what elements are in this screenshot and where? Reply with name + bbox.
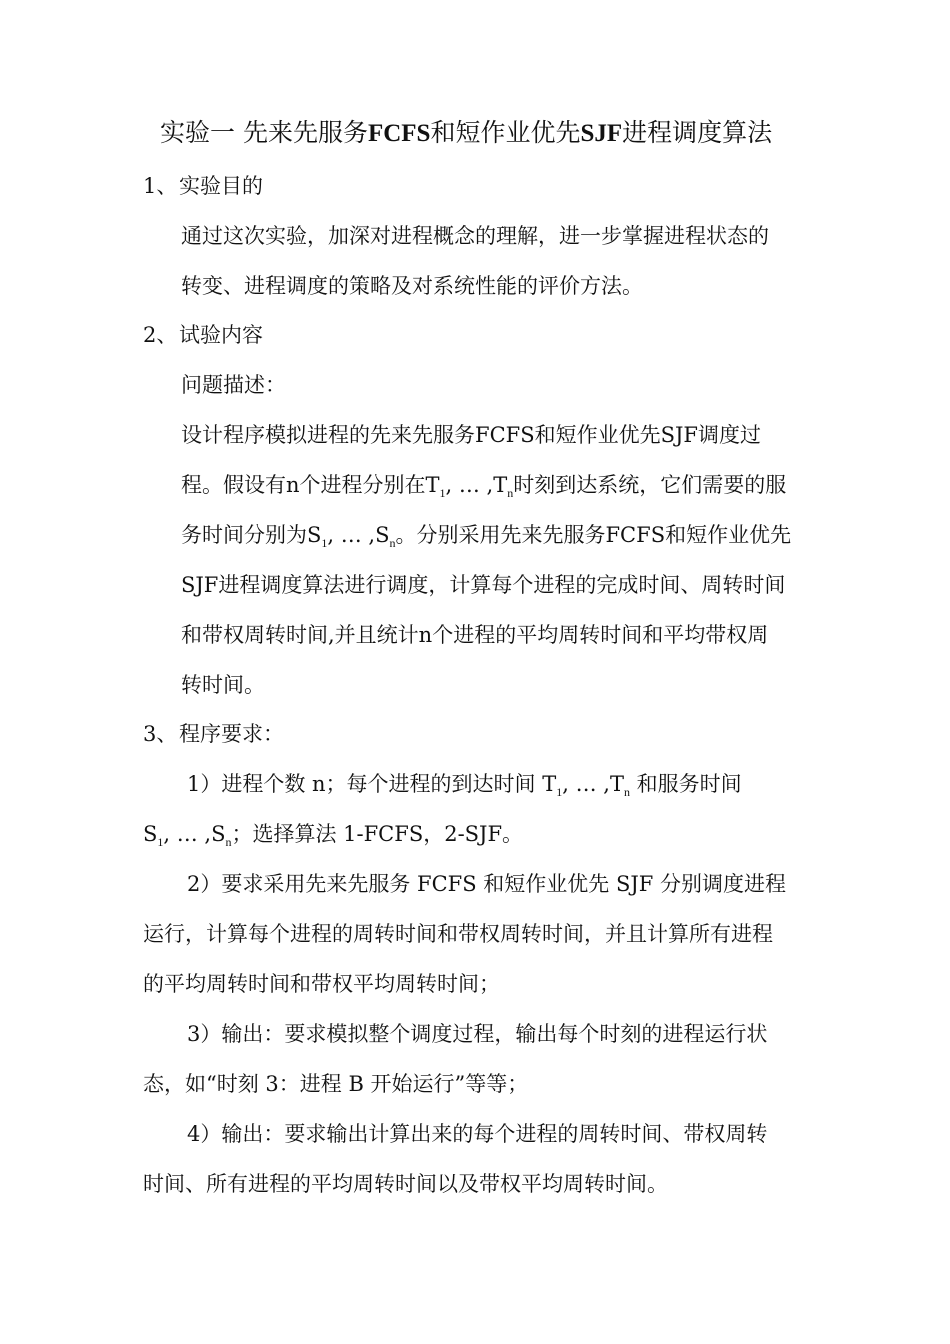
requirement-2-cont: 运行，计算每个进程的周转时间和带权周转时间，并且计算所有进程 — [143, 922, 773, 946]
page-title — [160, 116, 772, 151]
text-run: 和服务时间 — [629, 772, 742, 796]
section-heading-text: 试验内容 — [179, 323, 263, 347]
section-heading-text: 程序要求： — [179, 722, 284, 746]
text-run: , … ,S — [327, 523, 390, 547]
subscript: n — [389, 536, 396, 550]
requirement-3-cont: 态，如“时刻 3：进程 B 开始运行”等等； — [143, 1072, 529, 1096]
requirement-2: 2）要求采用先来先服务 FCFS 和短作业优先 SJF 分别调度进程 — [187, 872, 787, 896]
section-1-heading — [143, 171, 263, 201]
section-number: 2、 — [143, 323, 178, 347]
subscript: n — [623, 785, 630, 799]
section-number: 1、 — [143, 174, 178, 198]
text-run: 时刻到达系统，它们需要的服 — [513, 473, 787, 497]
requirement-1-cont — [143, 819, 523, 849]
section-3-heading — [143, 719, 284, 749]
subscript: n — [507, 486, 514, 500]
paragraph-line: 通过这次实验，加深对进程概念的理解，进一步掌握进程状态的 — [181, 224, 769, 248]
text-run: , … ,S — [163, 822, 226, 846]
section-2-heading — [143, 320, 263, 350]
text-run: , … ,T — [445, 473, 508, 497]
paragraph-line: 转变、进程调度的策略及对系统性能的评价方法。 — [181, 274, 643, 298]
subscript: 1 — [157, 835, 164, 849]
text-run: 1）进程个数 n；每个进程的到达时间 T — [187, 772, 557, 796]
subscript: n — [225, 835, 232, 849]
paragraph-line — [181, 470, 786, 500]
text-run: 务时间分别为S — [181, 523, 322, 547]
text-run: 。分别采用先来先服务FCFS和短作业优先 — [395, 523, 792, 547]
text-run: 程。假设有n个进程分别在T — [181, 473, 440, 497]
paragraph-line: SJF进程调度算法进行调度，计算每个进程的完成时间、周转时间 — [181, 573, 786, 597]
title-text: 进程调度算法 — [622, 118, 773, 147]
text-run: ；选择算法 1-FCFS，2-SJF。 — [231, 822, 524, 846]
section-number: 3、 — [143, 722, 178, 746]
text-run: S — [143, 822, 158, 846]
title-sjf: SJF — [580, 120, 623, 147]
title-text: 和短作业优先 — [430, 118, 581, 147]
title-fcfs: FCFS — [367, 120, 431, 147]
subscript: 1 — [439, 486, 446, 500]
requirement-2-cont: 的平均周转时间和带权平均周转时间； — [143, 972, 500, 996]
title-text: 实验一 先来先服务 — [160, 118, 368, 147]
problem-label: 问题描述： — [181, 373, 286, 397]
paragraph-line: 和带权周转时间,并且统计n个进程的平均周转时间和平均带权周 — [181, 623, 769, 647]
requirement-3: 3）输出：要求模拟整个调度过程，输出每个时刻的进程运行状 — [187, 1022, 768, 1046]
paragraph-line: 转时间。 — [181, 673, 265, 697]
subscript: 1 — [556, 785, 563, 799]
paragraph-line — [181, 520, 791, 550]
requirement-4-cont: 时间、所有进程的平均周转时间以及带权平均周转时间。 — [143, 1172, 668, 1196]
requirement-1 — [187, 769, 742, 799]
subscript: 1 — [321, 536, 328, 550]
paragraph-line: 设计程序模拟进程的先来先服务FCFS和短作业优先SJF调度过 — [181, 423, 761, 447]
requirement-4: 4）输出：要求输出计算出来的每个进程的周转时间、带权周转 — [187, 1122, 768, 1146]
text-run: , … ,T — [562, 772, 624, 796]
section-heading-text: 实验目的 — [179, 174, 263, 198]
